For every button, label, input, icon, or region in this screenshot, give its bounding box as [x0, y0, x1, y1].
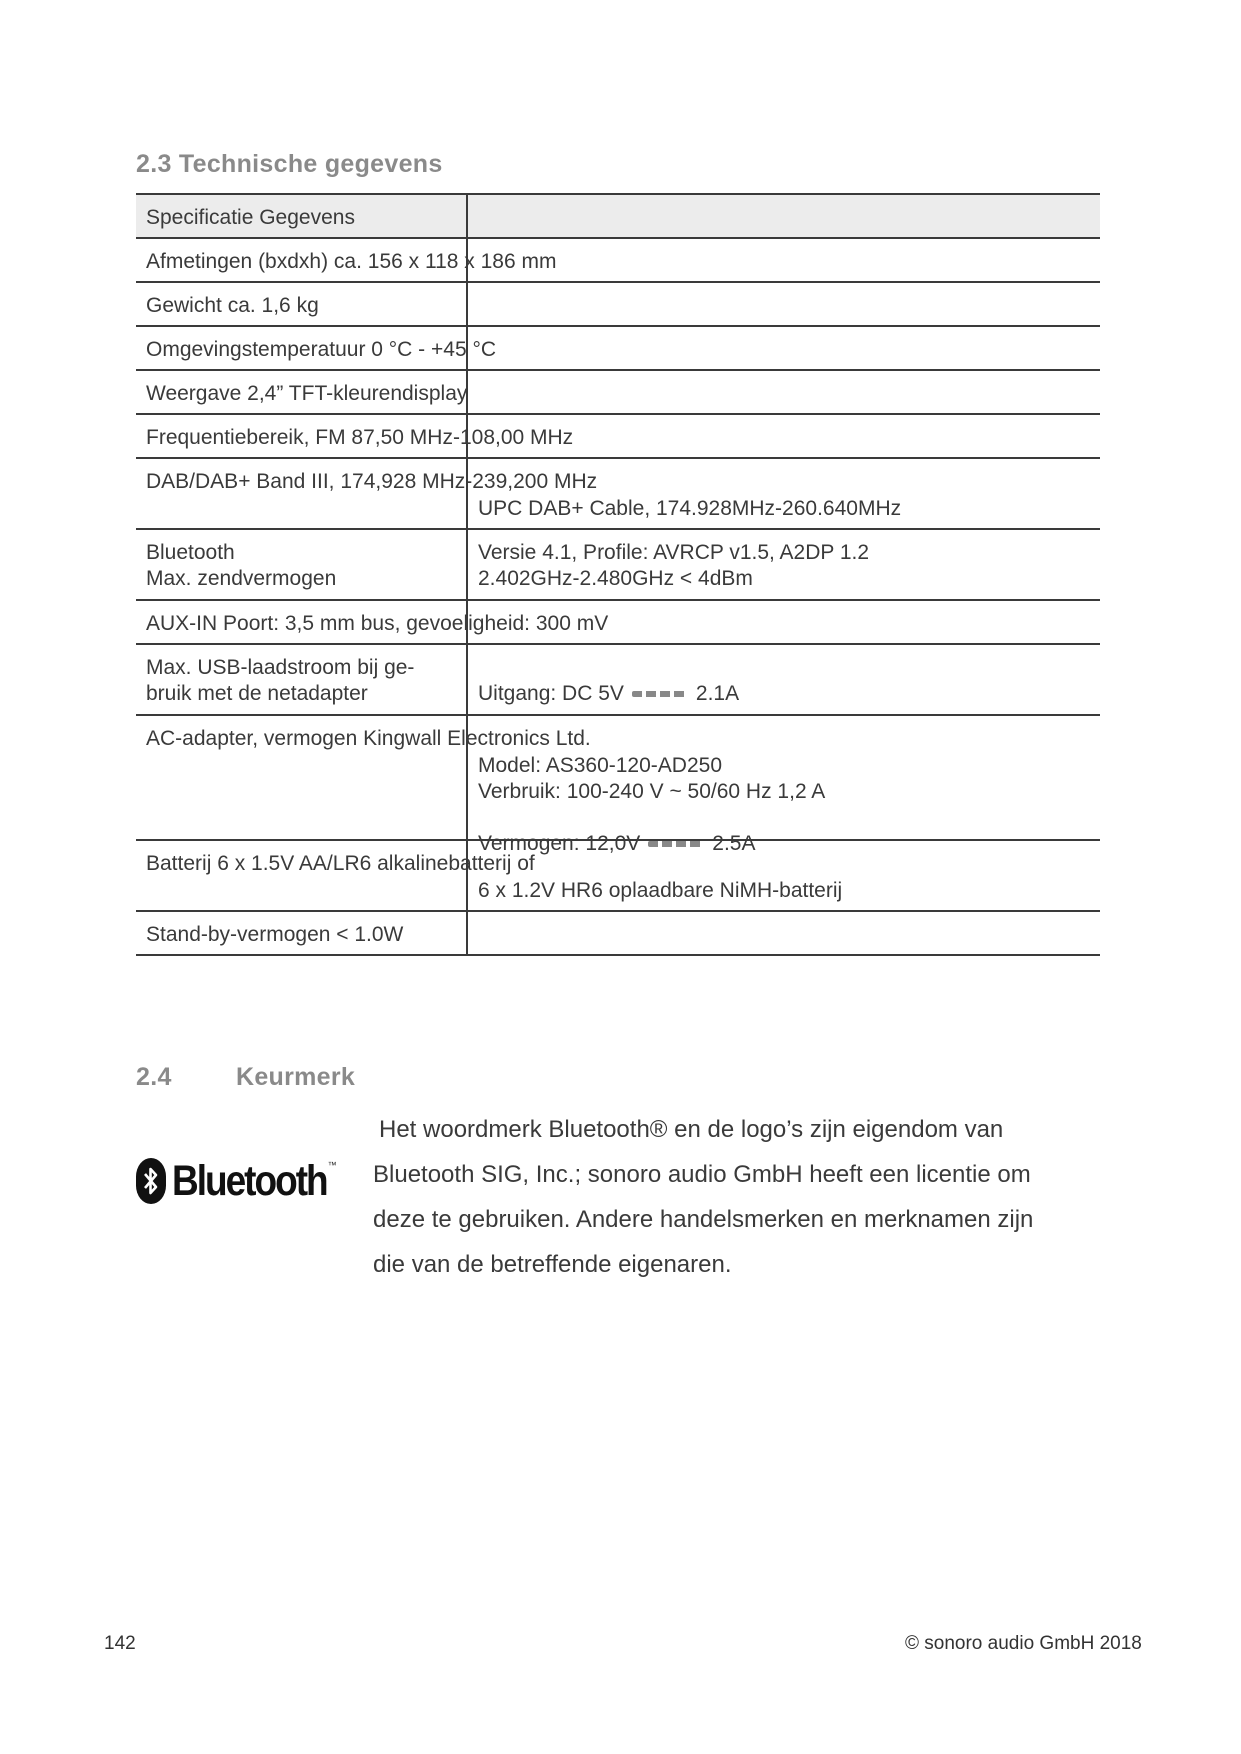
usb-output-current: 2.1A	[695, 682, 740, 705]
table-header-label: Specificatie Gegevens	[146, 206, 355, 229]
trademark-paragraph	[373, 1107, 1113, 1287]
row-display: Weergave 2,4” TFT-kleurendisplay	[146, 382, 468, 405]
row-battery-alt: 6 x 1.2V HR6 oplaadbare NiMH-batterij	[478, 879, 843, 902]
bluetooth-wordmark: Bluetooth	[172, 1156, 327, 1204]
table-row	[136, 327, 1100, 371]
table-row	[136, 283, 1100, 327]
trademark-symbol: ™	[327, 1160, 337, 1170]
table-row	[136, 841, 1100, 912]
table-row	[136, 239, 1100, 283]
row-standby: Stand-by-vermogen < 1.0W	[146, 923, 404, 946]
page-number: 142	[104, 1633, 136, 1654]
row-dimensions: Afmetingen (bxdxh) ca. 156 x 118 x 186 mm	[146, 250, 557, 273]
row-dab-label: DAB/DAB+ Band III, 174,928 MHz-239,200 MHz	[146, 470, 598, 493]
table-header-row	[136, 195, 1100, 239]
adapter-power-current: 2.5A	[712, 832, 756, 855]
row-weight: Gewicht ca. 1,6 kg	[146, 294, 319, 317]
section-heading-certification: Keurmerk	[236, 1063, 356, 1091]
paragraph-line: Het woordmerk Bluetooth® en de logo’s zijn eigendom van	[379, 1116, 1004, 1143]
row-usb-value	[478, 655, 739, 707]
adapter-power-label: Vermogen: 12,0V	[478, 832, 641, 855]
usb-output-label: Uitgang: DC 5V	[478, 682, 624, 705]
paragraph-line: die van de betreffende eigenaren.	[373, 1251, 732, 1278]
row-fm-range: Frequentiebereik, FM 87,50 MHz-108,00 MHz	[146, 426, 574, 449]
row-adapter-label: AC-adapter, vermogen Kingwall Electronics Ltd.	[146, 727, 591, 750]
table-row	[136, 601, 1100, 645]
table-row	[136, 716, 1100, 855]
table-row	[136, 371, 1100, 415]
spec-table	[136, 193, 1100, 956]
row-adapter-details: Model: AS360-120-AD250 Verbruik: 100-240 V ~ 50/60 Hz 1,2 A	[478, 754, 826, 803]
paragraph-line: Bluetooth SIG, Inc.; sonoro audio GmbH heeft een licentie om	[373, 1161, 1031, 1188]
bluetooth-rune-icon	[136, 1158, 166, 1204]
row-bluetooth-label: Bluetooth Max. zendvermogen	[146, 541, 337, 590]
table-row	[136, 415, 1100, 459]
row-battery-label: Batterij 6 x 1.5V AA/LR6 alkalinebatterij of	[146, 852, 535, 875]
row-usb-label: Max. USB-laadstroom bij ge- bruik met de netadapter	[146, 656, 415, 705]
paragraph-line: deze te gebruiken. Andere handelsmerken en merknamen zijn	[373, 1206, 1034, 1233]
table-row	[136, 645, 1100, 716]
row-dab-cable: UPC DAB+ Cable, 174.928MHz-260.640MHz	[478, 497, 902, 520]
copyright-notice: © sonoro audio GmbH 2018	[905, 1633, 1142, 1654]
row-aux-in: AUX-IN Poort: 3,5 mm bus, gevoeligheid: 300 mV	[146, 612, 609, 635]
section-heading-technical-data: 2.3 Technische gegevens	[136, 150, 443, 178]
section-number-certification: 2.4	[136, 1063, 172, 1091]
table-row	[136, 530, 1100, 601]
row-bluetooth-value: Versie 4.1, Profile: AVRCP v1.5, A2DP 1.2 2.402GHz-2.480GHz < 4dBm	[478, 541, 870, 590]
dc-symbol-icon	[632, 691, 686, 697]
row-temperature: Omgevingstemperatuur 0 °C - +45 °C	[146, 338, 497, 361]
bluetooth-logo	[136, 1150, 352, 1212]
table-row	[136, 459, 1100, 530]
table-row	[136, 912, 1100, 956]
